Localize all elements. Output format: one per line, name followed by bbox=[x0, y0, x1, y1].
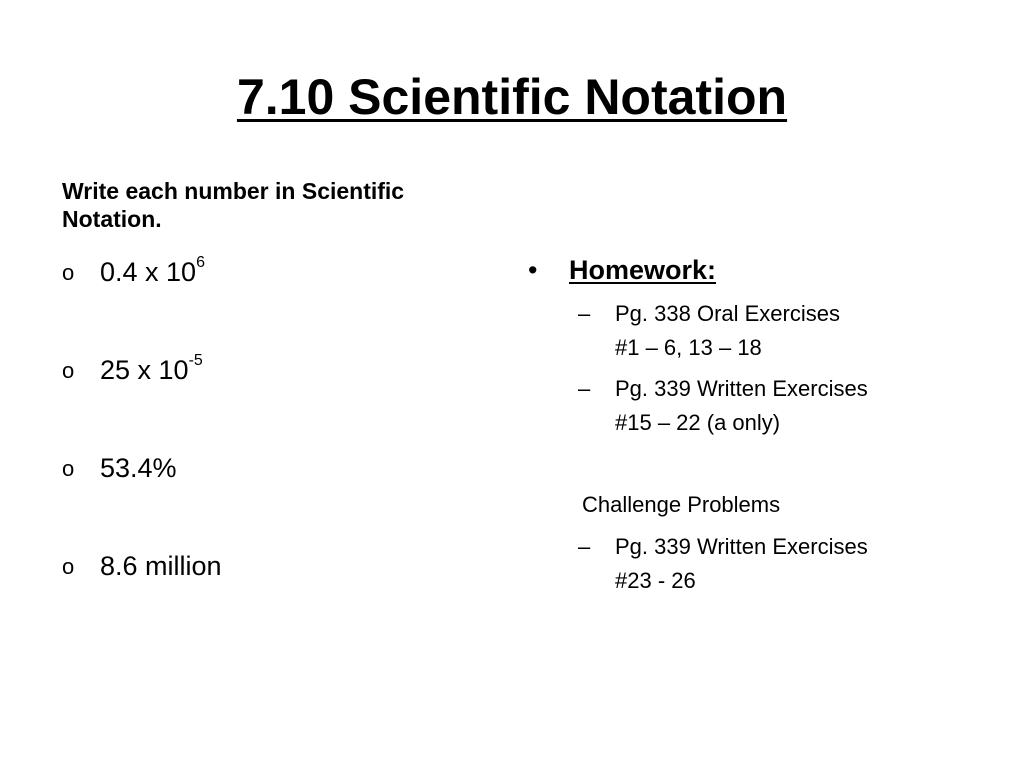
exercise-base: 25 x 10 bbox=[100, 355, 189, 385]
homework-label: Homework: bbox=[569, 255, 717, 285]
dash-bullet-icon: – bbox=[578, 534, 591, 559]
exercise-text bbox=[100, 252, 205, 292]
exercise-base: 0.4 x 10 bbox=[100, 257, 197, 287]
hollow-bullet-icon: o bbox=[62, 260, 75, 285]
exercise-text bbox=[100, 350, 203, 390]
homework-item-line2: #15 – 22 (a only) bbox=[615, 410, 781, 435]
homework-item-line1: Pg. 339 Written Exercises bbox=[615, 376, 868, 401]
slide-title: 7.10 Scientific Notation bbox=[236, 69, 788, 125]
hollow-bullet-icon: o bbox=[62, 358, 75, 383]
left-heading: Write each number in Scientific Notation. bbox=[62, 178, 405, 232]
exercise-base: 53.4% bbox=[100, 453, 177, 483]
dash-bullet-icon: – bbox=[578, 376, 591, 401]
exercise-text bbox=[100, 448, 177, 488]
dash-bullet-icon: – bbox=[578, 301, 591, 326]
exercise-exponent: -5 bbox=[188, 352, 203, 369]
hollow-bullet-icon: o bbox=[62, 456, 75, 481]
challenge-item-line1: Pg. 339 Written Exercises bbox=[615, 534, 868, 559]
homework-item-line1: Pg. 338 Oral Exercises bbox=[615, 301, 840, 326]
bullet-icon: • bbox=[528, 255, 538, 285]
exercise-text bbox=[100, 546, 222, 586]
challenge-label: Challenge Problems bbox=[582, 492, 781, 517]
exercise-exponent: 6 bbox=[196, 254, 205, 271]
exercise-base: 8.6 million bbox=[100, 551, 222, 581]
hollow-bullet-icon: o bbox=[62, 554, 75, 579]
challenge-item-line2: #23 - 26 bbox=[615, 568, 696, 593]
homework-item-line2: #1 – 6, 13 – 18 bbox=[615, 335, 762, 360]
